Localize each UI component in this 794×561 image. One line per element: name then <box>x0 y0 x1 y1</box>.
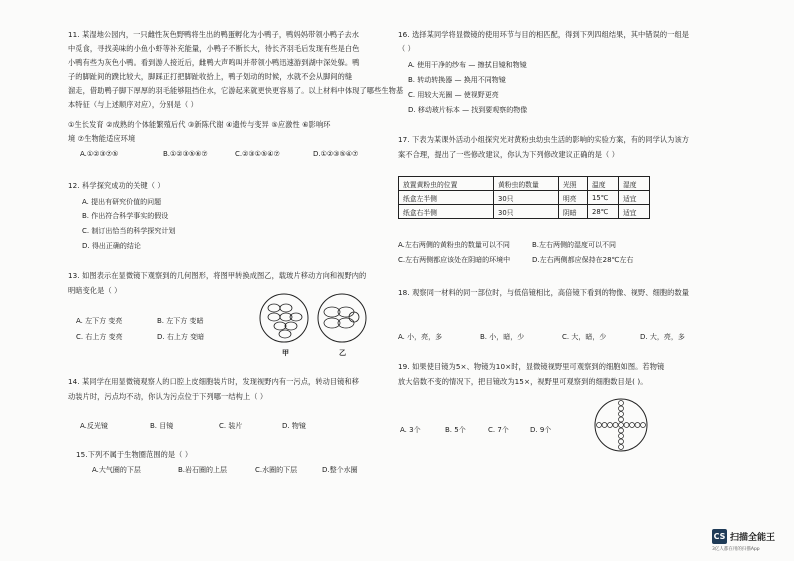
q13-option-a: A. 左下方 变亮 <box>76 317 123 325</box>
q11-line-4: 子的脚趾间的蹼比较大，脚踩正打把脚趾收拾上，鸭子划动的时候，水就不会从脚间的缝 <box>68 72 353 81</box>
table-cell: 纸盒左半侧 <box>399 191 494 205</box>
q17-line-2: 案不合理，提出了一些修改建议，你认为下列修改建议正确的是（ ） <box>398 150 620 159</box>
table-cell: 纸盒右半侧 <box>399 205 494 219</box>
q16-paren: （ ） <box>398 44 415 53</box>
q15-option-a: A.大气圈的下层 <box>92 466 141 474</box>
watermark-name: 扫描全能王 <box>730 533 776 543</box>
q14-line-2: 动装片时，污点均不动，你认为污点位于下列哪一结构上（ ） <box>68 392 268 401</box>
q13-line-2: 明暗变化是（ ） <box>68 286 122 295</box>
q13-option-b: B. 左下方 变暗 <box>157 317 204 325</box>
table-cell: 适宜 <box>619 205 650 219</box>
cell-mark <box>619 417 624 422</box>
q18-option-c: C. 大，暗，少 <box>562 333 607 341</box>
q17-option-a: A.左右两侧的黄粉虫的数量可以不同 <box>398 241 510 249</box>
q13-option-d: D. 右上方 变暗 <box>157 333 205 341</box>
cell-mark <box>602 423 607 428</box>
q19-option-c: C. 7个 <box>488 426 509 434</box>
q11-option-a: A.①②③⑦⑤ <box>80 150 119 158</box>
q17-option-d: D.左右两侧都应保持在28℃左右 <box>532 256 634 264</box>
cell-mark <box>619 406 624 411</box>
table-cell: 30只 <box>494 205 559 219</box>
q19-line-2: 放大倍数不变的情况下，把目镜改为15×，视野里可观察到的细胞数目是( )。 <box>398 377 648 386</box>
q17-option-c: C.左右两侧都应该处在阴暗的环境中 <box>398 256 511 264</box>
q14-line-1: 14. 某同学在用显微镜观察人的口腔上皮细胞装片时，发现视野内有一污点，转动目镜和移 <box>68 377 360 386</box>
table-row <box>399 205 650 219</box>
table-header-cell: 温度 <box>588 177 619 191</box>
cell-mark <box>619 412 624 417</box>
q12-option-b: B. 作出符合科学事实的假设 <box>82 212 169 220</box>
q14-option-c: C. 装片 <box>219 422 243 430</box>
q11-line-1: 11. 某湿地公园内，一只雌性灰色野鸭将生出的鸭蛋孵化为小鸭子，鸭妈妈带领小鸭子去水 <box>68 30 360 39</box>
table-header-row <box>399 177 650 191</box>
table-cell: 适宜 <box>619 191 650 205</box>
q15-option-b: B.岩石圈的上层 <box>178 466 228 474</box>
q11-option-b: B.①②③⑤⑥⑦ <box>163 150 208 158</box>
watermark-subtitle: 3亿人都在用的扫描App <box>712 547 760 552</box>
cell-mark <box>619 428 624 433</box>
cell-mark <box>630 423 635 428</box>
q12-option-c: C. 制订出恰当的科学探究计划 <box>82 227 176 235</box>
cell-mark <box>635 423 640 428</box>
q18-option-a: A. 小，亮，多 <box>398 333 443 341</box>
q13-option-c: C. 右上方 变亮 <box>76 333 123 341</box>
experiment-table <box>398 176 650 219</box>
q11-line-8: 境 ⑦生物能适应环境 <box>68 134 136 143</box>
q11-line-7: ①生长发育 ②成熟的个体能繁殖后代 ③新陈代谢 ④遗传与变异 ⑤应激性 ⑥影响环 <box>68 120 331 129</box>
cell-mark <box>597 423 602 428</box>
cell-mark <box>619 434 624 439</box>
q15-stem: 15.下列不属于生物圈范围的是（ ） <box>76 450 193 459</box>
q11-option-c: C.②③①⑤④⑦ <box>235 150 280 158</box>
q16-option-d: D. 移动玻片标本 — 找到要观察的物像 <box>408 106 528 114</box>
q14-option-d: D. 物镜 <box>282 422 306 430</box>
view-jia <box>260 294 308 342</box>
q19-option-a: A. 3个 <box>400 426 421 434</box>
table-cell: 28℃ <box>588 205 619 219</box>
view-yi <box>318 294 366 342</box>
q15-option-d: D.整个水圈 <box>322 466 358 474</box>
q13-line-1: 13. 如图表示在显微镜下观察到的几何图形，将图甲转换成图乙，载玻片移动方向和视野内的 <box>68 271 367 280</box>
q16-option-a: A. 使用干净的纱布 — 擦拭目镜和物镜 <box>408 61 527 69</box>
cell-mark <box>608 423 613 428</box>
cell-view-figure <box>593 397 649 453</box>
q12-stem: 12. 科学探究成功的关键（ ） <box>68 181 165 190</box>
cell-mark <box>624 423 629 428</box>
cell-mark <box>619 439 624 444</box>
q17-option-b: B.左右两侧的湿度可以不同 <box>532 241 617 249</box>
table-header-cell: 光照 <box>559 177 588 191</box>
table-header-cell: 黄粉虫的数量 <box>494 177 559 191</box>
q16-stem: 16. 选择某同学将显微镜的使用环节与目的相匹配，得到下列四组结果，其中错误的一组是 <box>398 30 690 39</box>
cell-mark <box>613 423 618 428</box>
q11-option-d: D.①②③⑤④⑦ <box>313 150 359 158</box>
q15-option-c: C.水圈的下层 <box>255 466 298 474</box>
cell-mark <box>619 445 624 450</box>
q11-line-5: 溜走，借助鸭子脚下厚厚的羽毛能够阻挡住水，它游起来就更快更容易了。以上材料中体现了哪些生物基 <box>68 86 404 95</box>
table-cell: 阴暗 <box>559 205 588 219</box>
table-header-cell: 湿度 <box>619 177 650 191</box>
q14-option-a: A.反光镜 <box>80 422 108 430</box>
q18-option-b: B. 小，暗，少 <box>480 333 525 341</box>
cell-mark <box>619 401 624 406</box>
q12-option-d: D. 得出正确的结论 <box>82 242 141 250</box>
q19-line-1: 19. 如果使目镜为5×、物镜为10×时，显微镜视野里可观察到的细胞如图。若物镜 <box>398 362 665 371</box>
table-cell: 15℃ <box>588 191 619 205</box>
table-header-cell: 放置黄粉虫的位置 <box>399 177 494 191</box>
cell-mark <box>641 423 646 428</box>
q14-option-b: B. 目镜 <box>150 422 174 430</box>
microscope-view-figure <box>258 290 368 362</box>
cs-logo-icon: CS <box>712 529 727 544</box>
q19-option-b: B. 5个 <box>445 426 466 434</box>
q11-line-2: 中觅食，寻找美味的小鱼小虾等补充能量，小鸭子不断长大，待长齐羽毛后发现有些是白色 <box>68 44 360 53</box>
q11-line-6: 本特征（与上述顺序对应），分别是（ ） <box>68 100 198 109</box>
scanner-watermark <box>712 529 790 555</box>
figure-label-jia: 甲 <box>282 349 289 357</box>
figure-label-yi: 乙 <box>339 349 346 357</box>
q19-option-d: D. 9个 <box>530 426 552 434</box>
table-cell: 30只 <box>494 191 559 205</box>
q11-line-3: 小鸭有些为灰色小鸭。看到游人接近后，雌鸭大声鸣叫并带领小鸭迅速游到湖中深处躲。鸭 <box>68 58 360 67</box>
table-row <box>399 191 650 205</box>
q16-option-c: C. 用较大光圈 — 使视野更亮 <box>408 91 499 99</box>
q18-stem: 18. 观察同一材料的同一部位时，与低倍镜相比，高倍镜下看到的物像、视野、细胞的数量 <box>398 288 690 297</box>
q16-option-b: B. 转动转换器 — 换用不同物镜 <box>408 76 506 84</box>
q17-line-1: 17. 下表为某课外活动小组探究光对黄粉虫幼虫生活的影响的实验方案，有的同学认为该方 <box>398 135 690 144</box>
cell-mark <box>619 423 624 428</box>
table-cell: 明亮 <box>559 191 588 205</box>
q18-option-d: D. 大，亮，多 <box>640 333 685 341</box>
q12-option-a: A. 提出有研究价值的问题 <box>82 198 162 206</box>
